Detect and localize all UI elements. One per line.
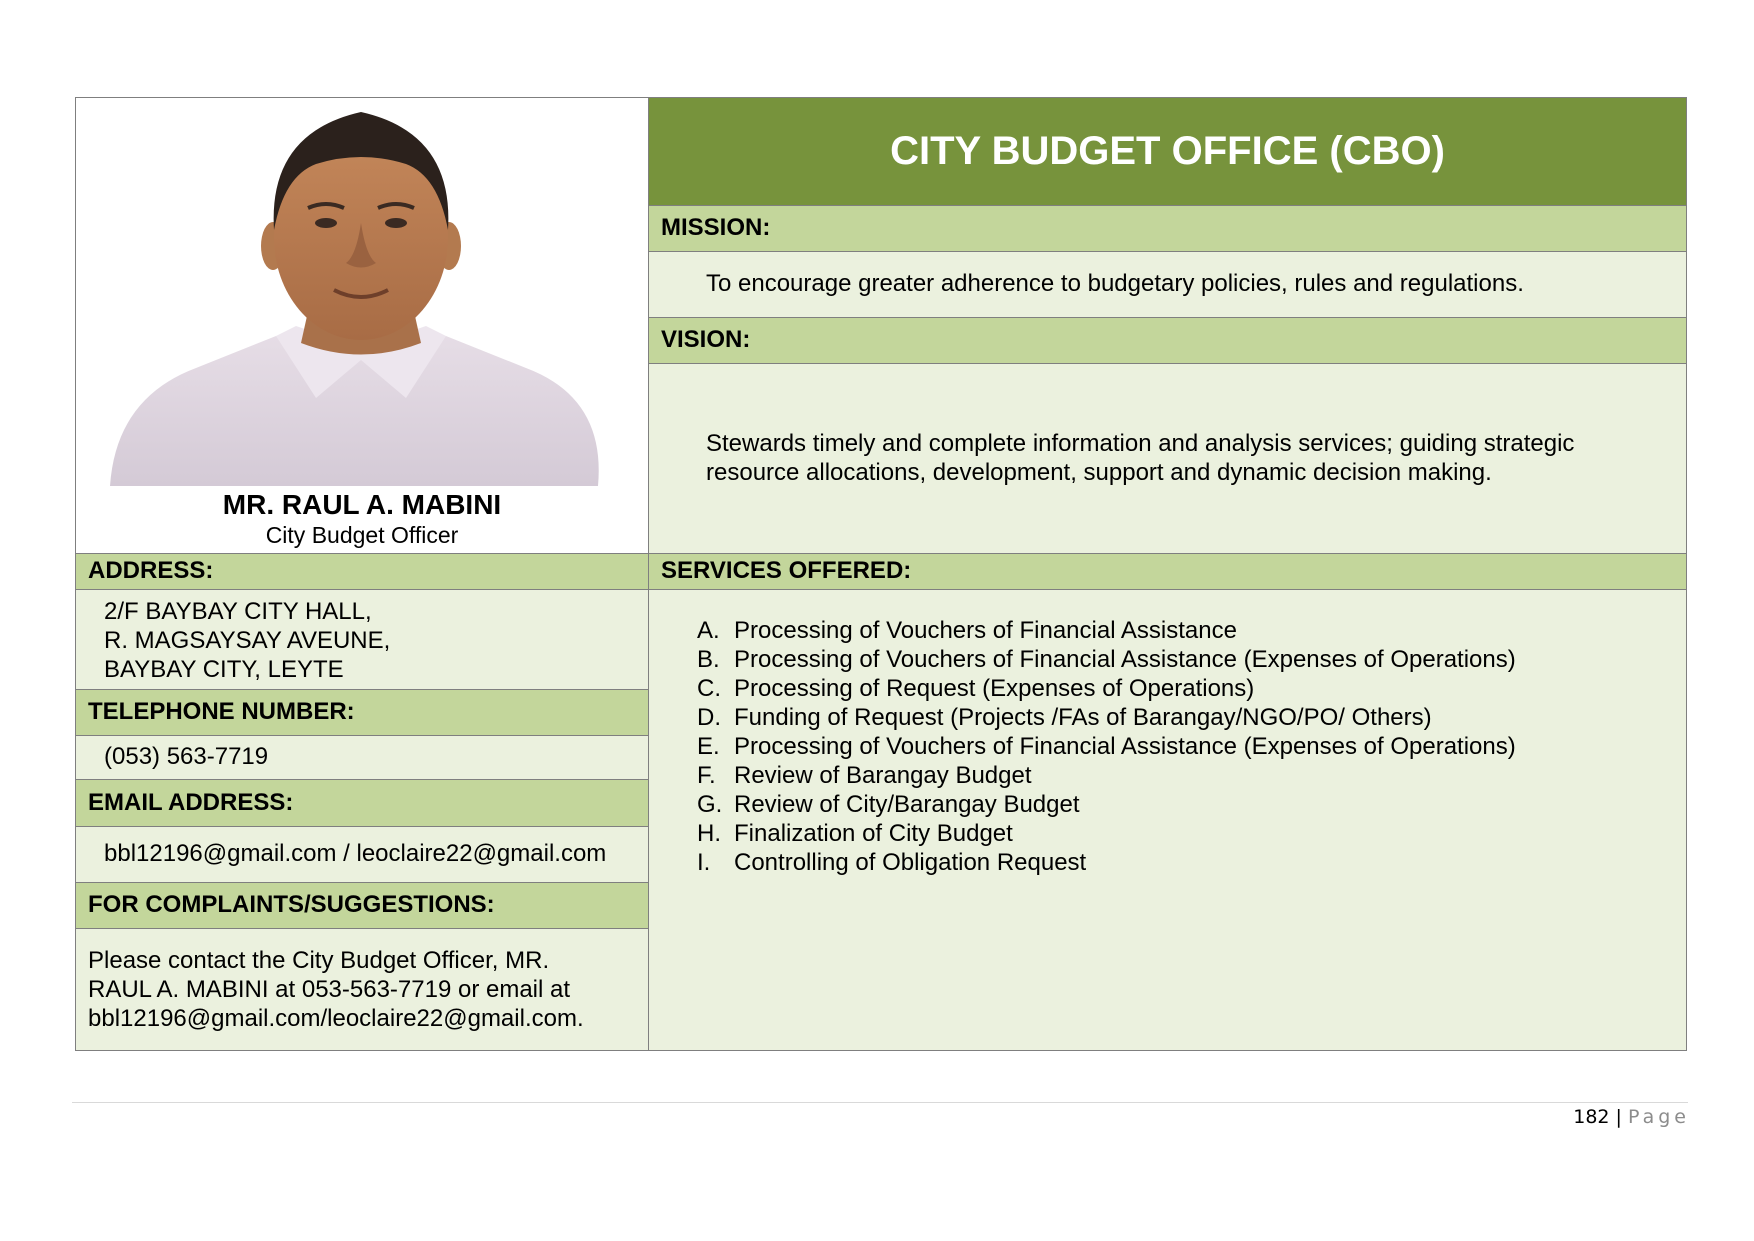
service-letter: C. <box>697 675 721 702</box>
service-item <box>697 761 1686 790</box>
services-label: SERVICES OFFERED: <box>661 557 912 584</box>
page-separator: | <box>1615 1106 1622 1128</box>
row-divider <box>76 826 649 827</box>
telephone-body <box>76 735 649 779</box>
services-body <box>649 589 1686 1050</box>
page-number-value: 182 <box>1573 1106 1610 1128</box>
row-divider <box>76 735 649 736</box>
vision-line: resource allocations, development, support and dynamic decision making. <box>706 459 1492 486</box>
email-body <box>76 826 649 882</box>
vision-line: Stewards timely and complete information and analysis services; guiding strategic <box>706 430 1575 457</box>
service-text: Processing of Request (Expenses of Operations) <box>734 675 1255 702</box>
row-divider <box>649 317 1686 318</box>
officer-photo-cell <box>76 98 648 553</box>
service-text: Controlling of Obligation Request <box>734 849 1087 876</box>
column-divider <box>648 98 649 1050</box>
row-divider <box>76 882 649 883</box>
service-letter: G. <box>697 791 723 818</box>
page-word: Page <box>1628 1106 1690 1128</box>
complaints-line: Please contact the City Budget Officer, MR. <box>88 947 550 974</box>
mission-text: To encourage greater adherence to budgetary policies, rules and regulations. <box>706 270 1524 297</box>
email-value: bbl12196@gmail.com / leoclaire22@gmail.com <box>104 840 607 867</box>
complaints-line: bbl12196@gmail.com/leoclaire22@gmail.com. <box>88 1005 584 1032</box>
address-label: ADDRESS: <box>88 557 214 584</box>
services-header <box>649 553 1686 589</box>
row-divider <box>76 779 649 780</box>
row-divider <box>76 928 649 929</box>
service-text: Finalization of City Budget <box>734 820 1013 847</box>
vision-header <box>649 317 1686 363</box>
service-item <box>697 616 1686 645</box>
service-item <box>697 848 1686 877</box>
row-divider <box>649 363 1686 364</box>
address-line: 2/F BAYBAY CITY HALL, <box>104 598 372 625</box>
service-letter: D. <box>697 704 721 731</box>
address-line: BAYBAY CITY, LEYTE <box>104 656 344 683</box>
email-label: EMAIL ADDRESS: <box>88 788 294 816</box>
officer-name: MR. RAUL A. MABINI <box>222 489 502 520</box>
row-divider <box>649 251 1686 252</box>
vision-body <box>649 363 1686 553</box>
service-letter: I. <box>697 849 711 876</box>
service-item <box>697 732 1686 761</box>
row-divider <box>649 205 1686 206</box>
complaints-line: RAUL A. MABINI at 053-563-7719 or email at <box>88 976 571 1003</box>
address-header <box>76 553 649 589</box>
service-text: Funding of Request (Projects /FAs of Barangay/NGO/PO/ Others) <box>734 704 1432 731</box>
footer-rule <box>72 1102 1688 1103</box>
service-letter: F. <box>697 762 716 789</box>
telephone-value: (053) 563-7719 <box>104 743 269 770</box>
officer-photo <box>76 98 648 553</box>
service-text: Review of Barangay Budget <box>734 762 1032 789</box>
office-title <box>649 98 1686 205</box>
officer-position: City Budget Officer <box>265 522 459 548</box>
vision-label: VISION: <box>661 326 751 353</box>
service-text: Review of City/Barangay Budget <box>734 791 1080 818</box>
service-item <box>697 645 1686 674</box>
row-divider <box>76 589 1686 590</box>
complaints-body <box>76 928 649 1050</box>
complaints-label: FOR COMPLAINTS/SUGGESTIONS: <box>88 891 495 918</box>
service-letter: A. <box>697 617 720 644</box>
mission-label: MISSION: <box>661 214 771 241</box>
services-list <box>697 616 1686 877</box>
service-letter: E. <box>697 733 720 760</box>
mission-body <box>649 251 1686 317</box>
service-letter: B. <box>697 646 720 673</box>
office-profile-table <box>75 97 1687 1051</box>
telephone-label: TELEPHONE NUMBER: <box>88 698 355 725</box>
row-divider <box>76 689 649 690</box>
service-text: Processing of Vouchers of Financial Assistance (Expenses of Operations) <box>734 646 1516 673</box>
telephone-header <box>76 689 649 735</box>
complaints-header <box>76 882 649 928</box>
service-text: Processing of Vouchers of Financial Assistance (Expenses of Operations) <box>734 733 1516 760</box>
service-text: Processing of Vouchers of Financial Assistance <box>734 617 1237 644</box>
service-item <box>697 790 1686 819</box>
service-item <box>697 703 1686 732</box>
mission-header <box>649 205 1686 251</box>
row-divider <box>76 553 1686 554</box>
service-item <box>697 819 1686 848</box>
page-number <box>1573 1106 1690 1128</box>
email-header <box>76 779 649 826</box>
service-letter: H. <box>697 820 721 847</box>
service-item <box>697 674 1686 703</box>
address-body <box>76 589 649 689</box>
office-title-text: CITY BUDGET OFFICE (CBO) <box>890 129 1445 173</box>
address-line: R. MAGSAYSAY AVEUNE, <box>104 627 391 654</box>
